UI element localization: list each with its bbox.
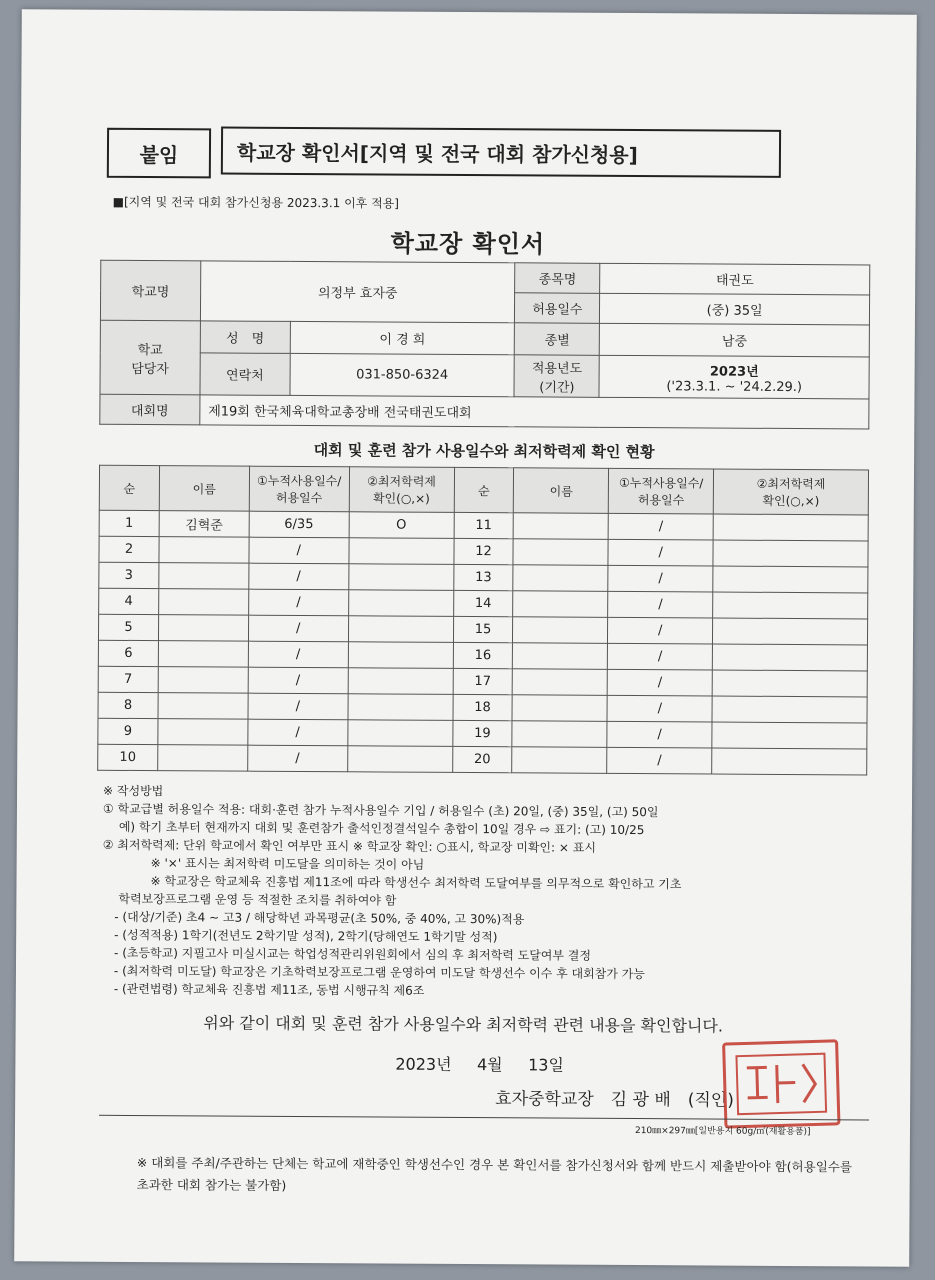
contact-label: 연락처	[200, 353, 290, 396]
grid-cell: /	[607, 695, 712, 722]
grid-cell: /	[608, 513, 713, 540]
grid-cell	[348, 564, 453, 591]
grid-cell: 6	[98, 640, 158, 666]
grid-header-1: 이름	[159, 466, 249, 512]
grid-cell	[712, 670, 867, 697]
grid-cell: 4	[99, 588, 159, 614]
instruction-line: - (성적적용) 1학기(전년도 2학기말 성적), 2학기(당해연도 1학기말 성적)	[114, 927, 498, 945]
grid-cell: 20	[452, 746, 512, 772]
grid-cell: 19	[452, 720, 512, 746]
grid-cell	[513, 539, 608, 566]
grid-cell	[512, 747, 607, 774]
section-title: 대회 및 훈련 참가 사용일수와 최저학력제 확인 현황	[313, 441, 655, 462]
grid-header-5: 이름	[514, 468, 609, 514]
grid-cell	[514, 513, 609, 540]
grid-cell	[348, 694, 453, 721]
grid-cell: /	[249, 563, 349, 590]
grid-cell	[159, 537, 249, 564]
grid-cell	[513, 591, 608, 618]
grid-cell: 18	[453, 694, 513, 720]
grid-cell: 17	[453, 668, 513, 694]
grid-cell: 7	[98, 666, 158, 692]
grid-cell: 김혁준	[159, 511, 249, 538]
period-value: ('23.3.1. ~ '24.2.29.)	[666, 378, 803, 395]
instruction-line: ※ '×' 표시는 최저학력 미도달을 의미하는 것이 아님	[150, 856, 425, 872]
grid-cell	[158, 667, 248, 694]
contest-label: 대회명	[100, 394, 200, 425]
grid-cell: /	[607, 747, 712, 774]
grid-cell	[712, 748, 867, 775]
grid-header-6: ①누적사용일수/ 허용일수	[609, 468, 714, 514]
grid-cell: /	[248, 641, 348, 668]
grid-cell: 6/35	[249, 511, 349, 538]
grid-cell	[348, 616, 453, 643]
paper-spec: 210㎜×297㎜[일반용지 60g/㎡(재활용품)]	[634, 1126, 811, 1138]
instruction-line: ※ 학교장은 학교체육 진흥법 제11조에 따라 학생선수 최저학력 도달여부를 의무적으로 확인하고 기초	[150, 874, 682, 892]
manager-label: 학교 담당자	[100, 320, 200, 395]
grid-cell	[159, 563, 249, 590]
gender-label: 종별	[515, 323, 600, 356]
grid-cell	[713, 566, 868, 593]
grid-cell: /	[248, 693, 348, 720]
submission-note: ※ 대회를 주최/주관하는 단체는 학교에 재학중인 학생선수인 경우 본 확인서를 참가신청서와 함께 반드시 제출받아야 함(허용일수를 초과한 대회 참가는 불가함)	[136, 1155, 852, 1193]
confirmation-statement: 위와 같이 대회 및 훈련 참가 사용일수와 최저학력 관련 내용을 확인합니다.	[203, 1013, 724, 1036]
grid-cell	[158, 615, 248, 642]
gender-value: 남중	[600, 323, 870, 357]
grid-cell: /	[608, 539, 713, 566]
grid-cell: 5	[98, 614, 158, 640]
instruction-line: - (대상/기준) 초4 ~ 고3 / 해당학년 과목평균(초 50%, 중 40%, 고 30%)적용	[114, 909, 525, 927]
grid-header-7: ②최저학력제 확인(○,×)	[713, 469, 868, 515]
document-page	[14, 9, 917, 1266]
instructions	[102, 782, 873, 1003]
date-month: 4월	[476, 1055, 503, 1075]
attachment-tag: 붙임	[107, 128, 211, 179]
grid-cell	[348, 642, 453, 669]
grid-cell: 16	[453, 642, 513, 668]
grid-cell: 2	[99, 536, 159, 562]
school-label: 학교명	[100, 260, 200, 321]
grid-cell: 12	[453, 538, 513, 564]
grid-cell	[158, 719, 248, 746]
allowed-days-value: (중) 35일	[600, 293, 870, 325]
grid-cell	[513, 643, 608, 670]
instruction-line: - (최저학력 미도달) 학교장은 기초학력보장프로그램 운영하여 미도달 학생선수 이수 후 대회참가 가능	[113, 963, 645, 982]
grid-cell	[513, 617, 608, 644]
grid-cell	[512, 695, 607, 722]
grid-header-4: 순	[454, 467, 514, 512]
grid-cell: /	[607, 721, 712, 748]
applicability-note: ■[지역 및 전국 대회 참가신청용 2023.3.1 이후 적용]	[112, 194, 400, 211]
grid-cell	[158, 693, 248, 720]
grid-cell: /	[249, 537, 349, 564]
grid-cell: /	[247, 745, 347, 772]
grid-cell	[158, 641, 248, 668]
grid-cell	[512, 721, 607, 748]
year-value: 2023년	[709, 363, 759, 380]
date-day: 13일	[528, 1055, 564, 1075]
grid-cell: 1	[99, 510, 159, 536]
sport-value: 태권도	[600, 263, 870, 295]
instruction-line: - (초등학교) 지필고사 미실시교는 학업성적관리위원회에서 심의 후 최저학력 도달여부 결정	[114, 945, 592, 963]
grid-cell: 10	[98, 744, 158, 770]
grid-cell	[513, 669, 608, 696]
grid-cell: /	[248, 719, 348, 746]
grid-cell: /	[608, 565, 713, 592]
school-value: 의정부 효자중	[200, 261, 515, 323]
grid-cell	[713, 540, 868, 567]
name-value: 이 경 희	[290, 321, 515, 354]
year-label: 적용년도 (기간)	[514, 355, 599, 398]
grid-header-3: ②최저학력제 확인(○,×)	[349, 467, 454, 513]
grid-cell	[347, 720, 452, 747]
grid-cell	[347, 746, 452, 773]
issue-date	[395, 1052, 564, 1076]
contact-value: 031-850-6324	[290, 353, 515, 396]
instruction-line: ② 최저학력제: 단위 학교에서 확인 여부만 표시 ※ 학교장 확인: ○표시, 학교장 미확인: × 표시	[102, 837, 596, 855]
grid-cell: 11	[454, 512, 514, 538]
contest-value: 제19회 한국체육대학교총장배 전국태권도대회	[200, 395, 869, 429]
document-title: 학교장 확인서	[390, 229, 546, 259]
grid-cell	[712, 722, 867, 749]
grid-cell: /	[607, 669, 712, 696]
grid-cell	[159, 589, 249, 616]
instruction-line: ※ 작성방법	[103, 783, 164, 799]
grid-cell: 9	[98, 718, 158, 744]
principal-signature: 효자중학교장 김 광 배 (직인)	[495, 1089, 734, 1111]
allowed-days-label: 허용일수	[515, 293, 600, 324]
year-cell	[599, 355, 869, 399]
grid-cell	[513, 565, 608, 592]
grid-cell: /	[248, 589, 348, 616]
grid-cell	[713, 618, 868, 645]
instruction-line: 예) 학기 초부터 현재까지 대회 및 훈련참가 출석인정결석일수 총합이 10일 경우 ⇨ 표기: (고) 10/25	[118, 819, 645, 838]
instruction-line: ① 학교급별 허용일수 적용: 대회·훈련 참가 누적사용일수 기입 / 허용일수 (초) 20일, (중) 35일, (고) 50일	[102, 801, 659, 820]
grid-cell: 14	[453, 590, 513, 616]
usage-grid	[97, 465, 869, 776]
grid-cell: /	[608, 591, 713, 618]
instruction-line: 학력보장프로그램 운영 등 적절한 조치를 취하여야 함	[118, 891, 397, 908]
grid-cell: /	[608, 617, 713, 644]
grid-cell	[713, 514, 868, 541]
grid-cell: 15	[453, 616, 513, 642]
grid-cell: O	[349, 512, 454, 539]
grid-cell	[348, 590, 453, 617]
form-title: 학교장 확인서[지역 및 전국 대회 참가신청용]	[221, 126, 781, 177]
grid-cell: 13	[453, 564, 513, 590]
grid-cell	[158, 745, 248, 772]
grid-cell	[713, 592, 868, 619]
grid-cell	[712, 644, 867, 671]
date-year: 2023년	[395, 1054, 452, 1074]
grid-cell	[348, 668, 453, 695]
name-label: 성 명	[200, 321, 290, 354]
table-row	[98, 744, 867, 775]
grid-cell: /	[248, 667, 348, 694]
instruction-line: - (관련법령) 학교체육 진흥법 제11조, 동법 시행규칙 제6조	[113, 981, 425, 998]
grid-cell	[349, 538, 454, 565]
sport-label: 종목명	[515, 263, 600, 294]
grid-cell: /	[608, 643, 713, 670]
info-table	[99, 260, 870, 430]
grid-cell	[712, 696, 867, 723]
grid-cell: 8	[98, 692, 158, 718]
grid-cell: 3	[99, 562, 159, 588]
grid-header-0: 순	[99, 465, 159, 510]
official-seal	[722, 1039, 840, 1128]
grid-header-2: ①누적사용일수/ 허용일수	[249, 466, 349, 512]
grid-cell: /	[248, 615, 348, 642]
